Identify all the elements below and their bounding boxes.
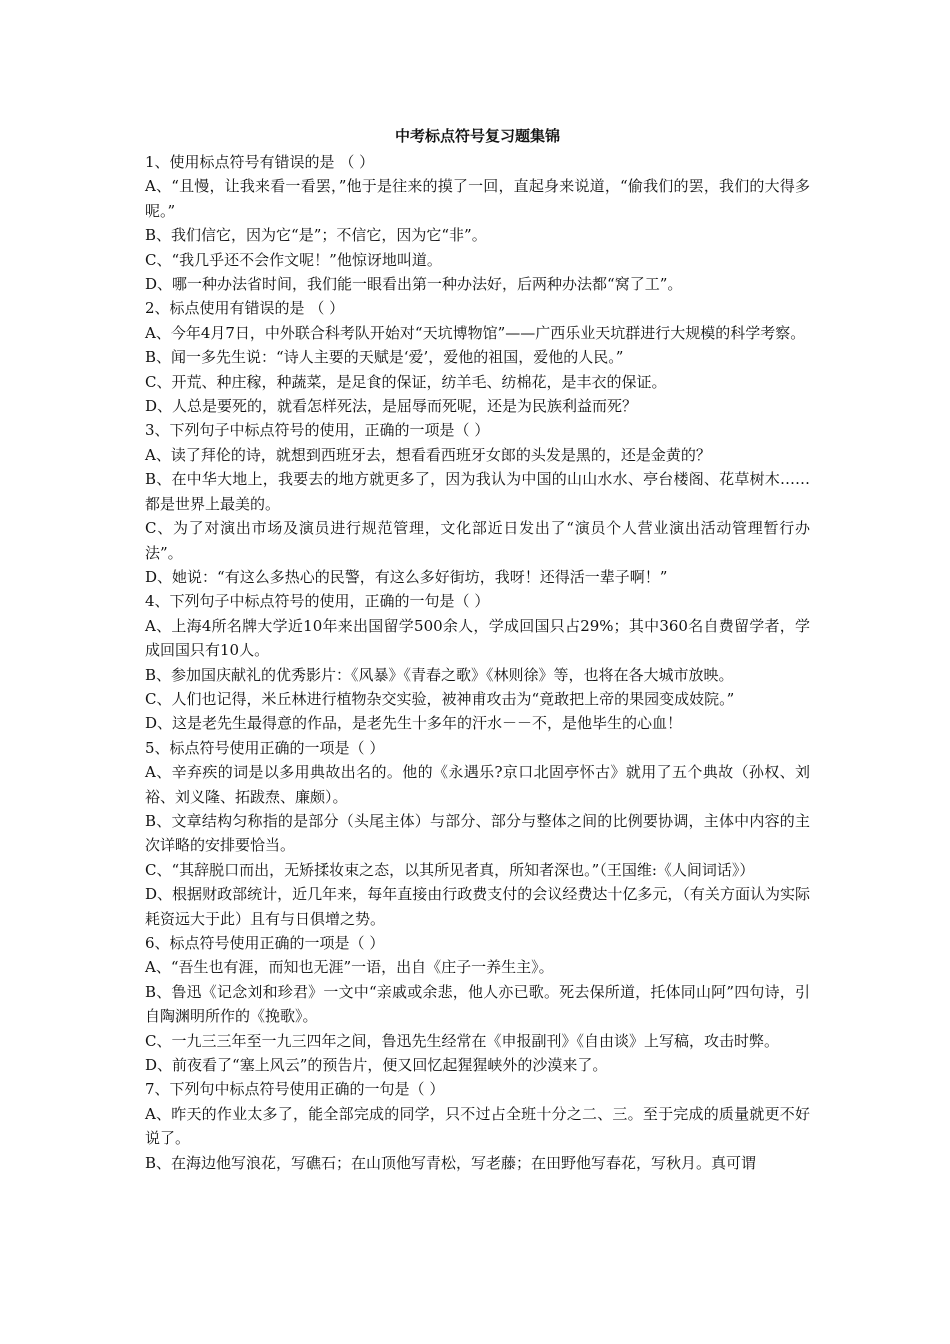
option-b: B、闻一多先生说：“诗人主要的天赋是‘爱’，爱他的祖国，爱他的人民。” bbox=[145, 348, 624, 367]
option-d: D、人总是要死的，就看怎样死法，是屈辱而死呢，还是为民族利益而死？ bbox=[145, 397, 638, 416]
option-d: D、根据财政部统计，近几年来，每年直接由行政费支付的会议经费达十亿多元，（有关方面认为实际耗资远大于此）且有与日俱增之势。 bbox=[145, 885, 810, 928]
option-b: B、在中华大地上，我要去的地方就更多了，因为我认为中国的山山水水、亭台楼阁、花草树木……都是世界上最美的。 bbox=[145, 470, 810, 513]
option-a: A、今年4月7日，中外联合科考队开始对“天坑博物馆”——广西乐业天坑群进行大规模的科学考察。 bbox=[145, 323, 806, 342]
option-c: C、一九三三年至一九三四年之间，鲁迅先生经常在《申报副刊》《自由谈》上写稿，攻击时弊。 bbox=[145, 1031, 779, 1050]
question-6 bbox=[145, 931, 810, 1077]
option-c: C、“我几乎还不会作文呢！”他惊讶地叫道。 bbox=[145, 250, 442, 269]
question-4 bbox=[145, 589, 810, 735]
question-7 bbox=[145, 1077, 810, 1175]
question-5 bbox=[145, 736, 810, 931]
question-2 bbox=[145, 296, 810, 418]
question-stem: 6、标点符号使用正确的一项是（ ） bbox=[145, 934, 385, 952]
option-b: B、在海边他写浪花，写礁石；在山顶他写青松，写老藤；在田野他写春花，写秋月。真可谓 bbox=[145, 1153, 757, 1172]
option-a: A、“吾生也有涯，而知也无涯”一语，出自《庄子一养生主》。 bbox=[145, 958, 554, 977]
option-d: D、这是老先生最得意的作品，是老先生十多年的汗水－－不，是他毕生的心血！ bbox=[145, 714, 683, 733]
option-a: A、“且慢，让我来看一看罢，”他于是往来的摸了一回，直起身来说道，“偷我们的罢，我们的大得多呢。” bbox=[145, 177, 810, 220]
question-1 bbox=[145, 150, 810, 296]
document-title: 中考标点符号复习题集锦 bbox=[394, 127, 560, 145]
option-b: B、文章结构匀称指的是部分（头尾主体）与部分、部分与整体之间的比例要协调，主体中内容的主次详略的安排要恰当。 bbox=[145, 811, 810, 855]
option-c: C、“其辞脱口而出，无矫揉妆束之态，以其所见者真，所知者深也。”（王国维:《人间词话》） bbox=[145, 860, 755, 879]
question-stem: 4、下列句子中标点符号的使用，正确的一句是（ ） bbox=[145, 592, 490, 611]
option-a: A、辛弃疾的词是以多用典故出名的。他的《永遇乐?京口北固亭怀古》就用了五个典故（孙权、刘裕、刘义隆、拓跋焘、廉颇）。 bbox=[145, 763, 810, 806]
option-a: A、读了拜伦的诗，就想到西班牙去，想看看西班牙女郎的头发是黑的，还是金黄的？ bbox=[145, 445, 711, 464]
question-stem: 2、标点使用有错误的是 （ ） bbox=[145, 299, 345, 318]
question-stem: 7、下列句中标点符号使用正确的一句是（ ） bbox=[145, 1080, 445, 1099]
option-a: A、上海4所名牌大学近10年来出国留学500余人，学成回国只占29%；其中360名自费留学者，学成回国只有10人。 bbox=[145, 616, 810, 660]
option-b: B、参加国庆献礼的优秀影片：《风暴》《青春之歌》《林则徐》等，也将在各大城市放映。 bbox=[145, 665, 734, 684]
option-c: C、为了对演出市场及演员进行规范管理，文化部近日发出了“演员个人营业演出活动管理暂行办法”。 bbox=[145, 519, 810, 562]
option-a: A、昨天的作业太多了，能全部完成的同学，只不过占全班十分之二、三。至于完成的质量就更不好说了。 bbox=[145, 1104, 810, 1148]
question-3 bbox=[145, 418, 810, 589]
option-d: D、她说：“有这么多热心的民警，有这么多好街坊，我呀！还得活一辈子啊！” bbox=[145, 567, 668, 586]
question-stem: 1、使用标点符号有错误的是 （ ） bbox=[145, 153, 375, 171]
option-b: B、鲁迅《记念刘和珍君》一文中“亲戚或余悲，他人亦已歌。死去保所道，托体同山阿”四句诗，引自陶渊明所作的《挽歌》。 bbox=[145, 982, 810, 1026]
option-d: D、前夜看了“塞上风云”的预告片，便又回忆起猩猩峡外的沙漠来了。 bbox=[145, 1056, 608, 1075]
question-stem: 5、标点符号使用正确的一项是（ ） bbox=[145, 738, 385, 757]
question-stem: 3、下列句子中标点符号的使用，正确的一项是（ ） bbox=[145, 421, 490, 440]
option-b: B、我们信它，因为它“是”；不信它，因为它“非”。 bbox=[145, 226, 487, 245]
option-c: C、人们也记得，米丘林进行植物杂交实验，被神甫攻击为“竟敢把上帝的果园变成妓院。” bbox=[145, 689, 735, 708]
option-c: C、开荒、种庄稼，种蔬菜，是足食的保证，纺羊毛、纺棉花，是丰衣的保证。 bbox=[145, 372, 667, 391]
document-page bbox=[145, 126, 810, 1175]
option-d: D、哪一种办法省时间，我们能一眼看出第一种办法好，后两种办法都“窝了工”。 bbox=[145, 275, 683, 294]
